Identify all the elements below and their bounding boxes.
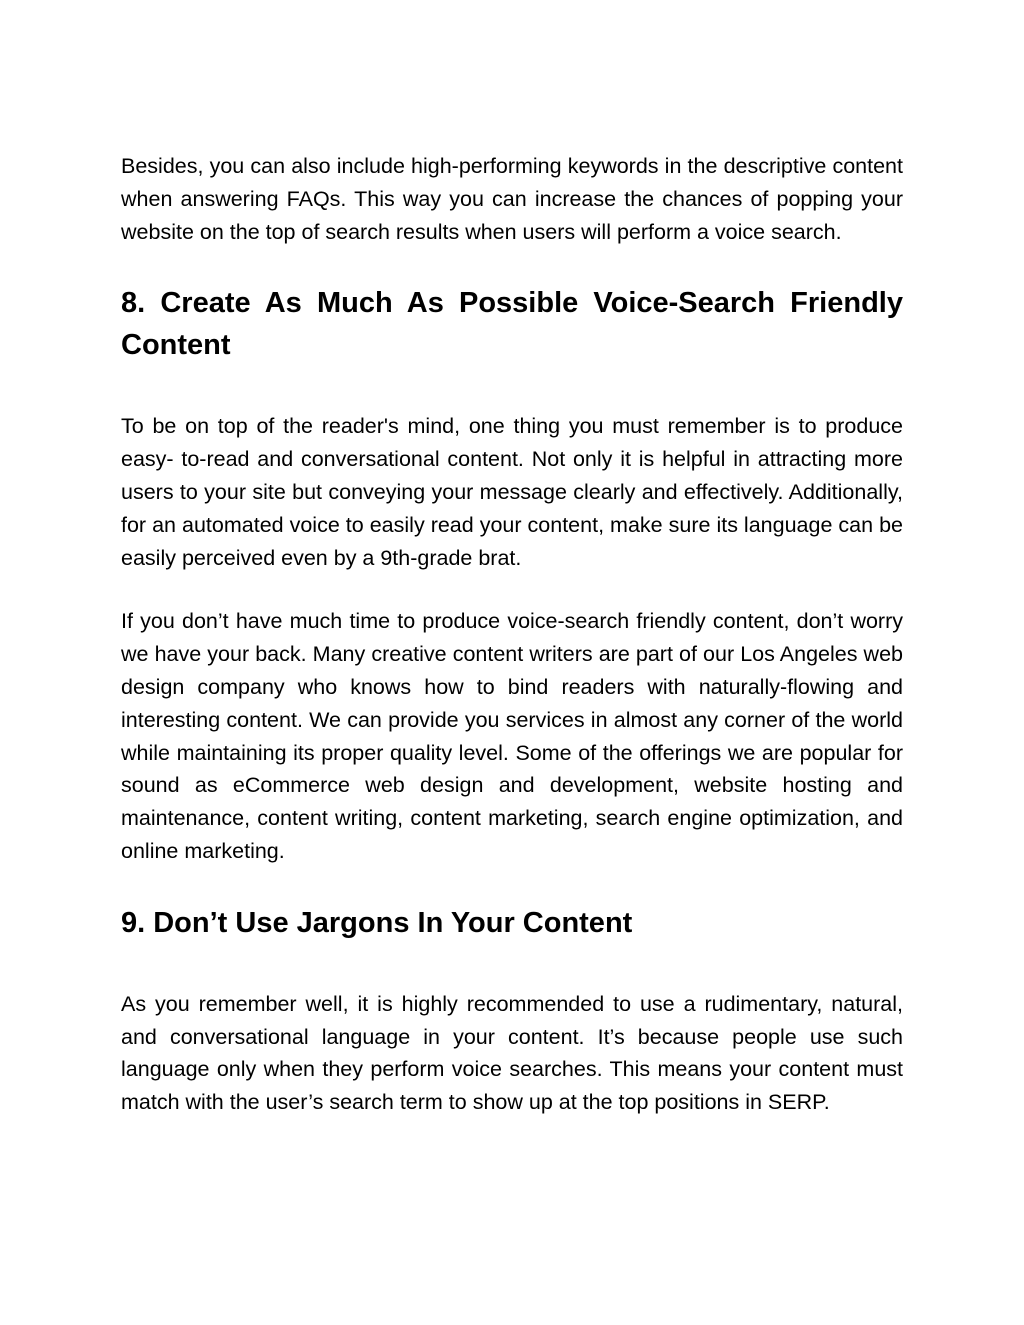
section-9-paragraph-1: As you remember well, it is highly recommended to use a rudimentary, natural, and conversational language in your content. It’s because people use such language only when they perform voice searches. This means your content must match with the user’s search term to show up at the top positions in SERP.	[121, 991, 903, 1115]
section-8-heading: 8. Create As Much As Possible Voice-Search Friendly Content	[121, 287, 903, 362]
section-9-heading: 9. Don’t Use Jargons In Your Content	[121, 906, 633, 939]
document-page	[121, 150, 903, 1119]
section-8-paragraph-1: To be on top of the reader's mind, one thing you must remember is to produce easy- to-read and conversational content. Not only it is helpful in attracting more users to your site but conveying your message clearly and effectively. Additionally, for an automated voice to easily read your content, make sure its language can be easily perceived even by a 9th-grade brat.	[121, 414, 903, 570]
intro-paragraph: Besides, you can also include high-performing keywords in the descriptive content when answering FAQs. This way you can increase the chances of popping your website on the top of search results when users will perform a voice search.	[121, 154, 903, 244]
section-8-paragraph-2: If you don’t have much time to produce voice-search friendly content, don’t worry we have your back. Many creative content writers are part of our Los Angeles web design company who knows how to bind readers with naturally-flowing and interesting content. We can provide you services in almost any corner of the world while maintaining its proper quality level. Some of the offerings we are popular for sound as eCommerce web design and development, website hosting and maintenance, content writing, content marketing, search engine optimization, and online marketing.	[121, 609, 903, 863]
